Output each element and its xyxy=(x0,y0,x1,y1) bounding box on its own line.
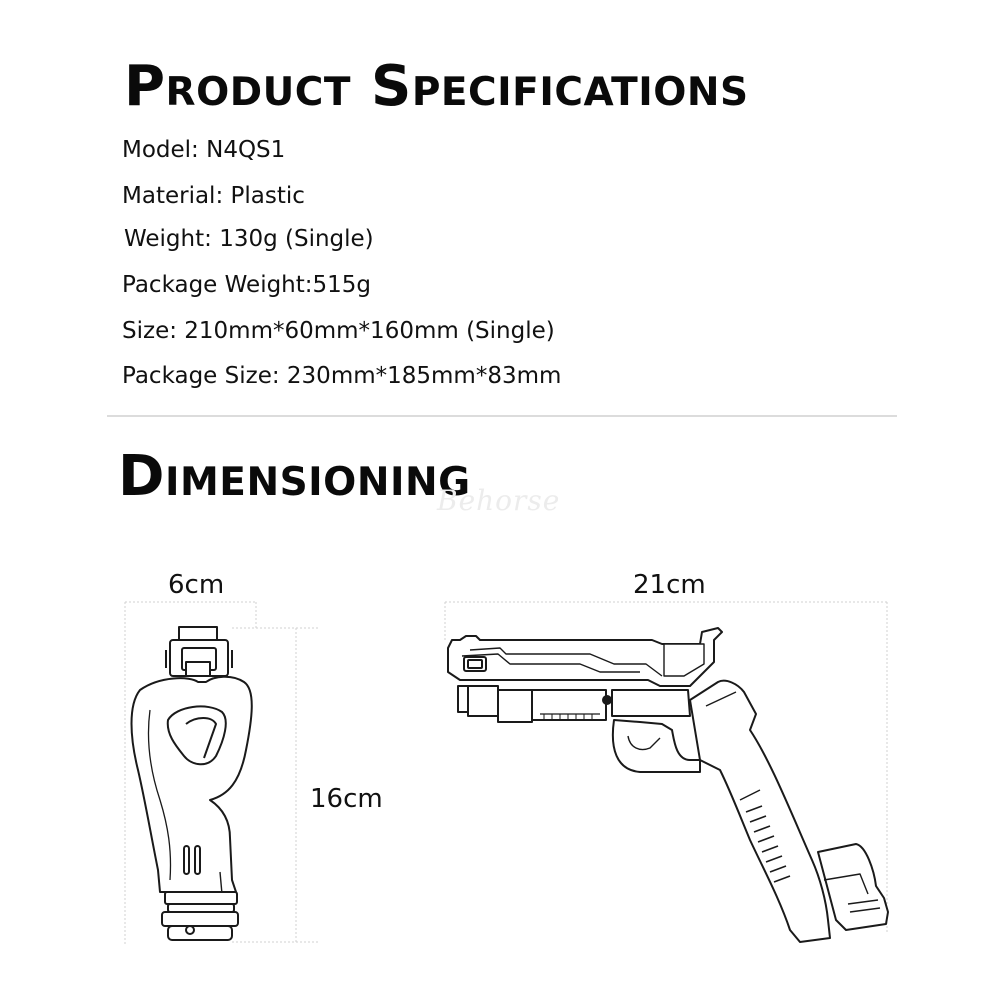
watermark: Behorse xyxy=(437,484,561,517)
spec-package-weight: Package Weight:515g xyxy=(122,272,372,298)
front-view-drawing xyxy=(132,627,252,940)
spec-size: Size: 210mm*60mm*160mm (Single) xyxy=(122,318,555,344)
spec-weight: Weight: 130g (Single) xyxy=(124,226,374,252)
spec-material: Material: Plastic xyxy=(122,183,305,209)
spec-package-size: Package Size: 230mm*185mm*83mm xyxy=(122,363,562,389)
width-dimension-label: 6cm xyxy=(168,570,225,600)
side-view-drawing xyxy=(448,628,888,942)
length-dimension-label: 21cm xyxy=(633,570,706,600)
spec-model: Model: N4QS1 xyxy=(122,137,286,163)
specifications-title: Product Specifications xyxy=(124,54,749,119)
dimensioning-title: Dimensioning xyxy=(118,444,471,509)
height-dimension-label: 16cm xyxy=(310,784,383,814)
